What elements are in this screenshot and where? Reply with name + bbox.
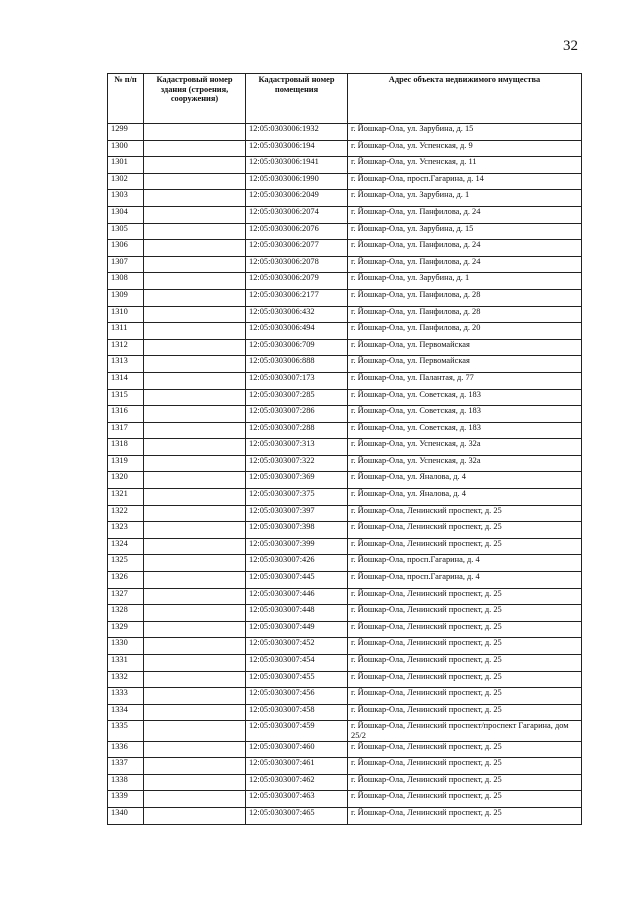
table-row <box>108 372 582 389</box>
cell-building-cadastral <box>144 555 246 572</box>
header-number: № п/п <box>108 74 144 124</box>
table-row <box>108 157 582 174</box>
cell-number: 1312 <box>108 339 144 356</box>
cell-address: г. Йошкар-Ола, ул. Успенская, д. 32а <box>348 455 582 472</box>
cell-building-cadastral <box>144 671 246 688</box>
cell-room-cadastral: 12:05:0303007:398 <box>246 522 348 539</box>
table-row <box>108 455 582 472</box>
table-row <box>108 223 582 240</box>
cell-number: 1325 <box>108 555 144 572</box>
cell-address: г. Йошкар-Ола, ул. Яналова, д. 4 <box>348 489 582 506</box>
table-row <box>108 741 582 758</box>
cell-number: 1322 <box>108 505 144 522</box>
cell-address: г. Йошкар-Ола, Ленинский проспект, д. 25 <box>348 522 582 539</box>
cell-address: г. Йошкар-Ола, Ленинский проспект/проспект Гагарина, дом 25/2 <box>348 721 582 741</box>
table-row <box>108 406 582 423</box>
cell-address: г. Йошкар-Ола, ул. Советская, д. 183 <box>348 422 582 439</box>
table-row <box>108 389 582 406</box>
cell-building-cadastral <box>144 538 246 555</box>
cell-room-cadastral: 12:05:0303007:459 <box>246 721 348 741</box>
cell-address: г. Йошкар-Ола, ул. Панфилова, д. 24 <box>348 256 582 273</box>
table-row <box>108 323 582 340</box>
cell-room-cadastral: 12:05:0303007:375 <box>246 489 348 506</box>
cell-number: 1333 <box>108 688 144 705</box>
cell-building-cadastral <box>144 655 246 672</box>
table-row <box>108 688 582 705</box>
table-row <box>108 522 582 539</box>
table-row <box>108 422 582 439</box>
cell-building-cadastral <box>144 455 246 472</box>
cell-room-cadastral: 12:05:0303006:494 <box>246 323 348 340</box>
cell-room-cadastral: 12:05:0303007:449 <box>246 621 348 638</box>
table-row <box>108 356 582 373</box>
table-row <box>108 605 582 622</box>
cell-room-cadastral: 12:05:0303007:285 <box>246 389 348 406</box>
cell-building-cadastral <box>144 190 246 207</box>
cell-address: г. Йошкар-Ола, ул. Зарубина, д. 1 <box>348 273 582 290</box>
cell-address: г. Йошкар-Ола, просп.Гагарина, д. 14 <box>348 173 582 190</box>
cell-address: г. Йошкар-Ола, ул. Зарубина, д. 15 <box>348 223 582 240</box>
cell-address: г. Йошкар-Ола, ул. Успенская, д. 9 <box>348 140 582 157</box>
cell-address: г. Йошкар-Ола, Ленинский проспект, д. 25 <box>348 505 582 522</box>
cell-building-cadastral <box>144 489 246 506</box>
cell-room-cadastral: 12:05:0303007:454 <box>246 655 348 672</box>
cell-room-cadastral: 12:05:0303007:456 <box>246 688 348 705</box>
table-row <box>108 704 582 721</box>
header-building-cadastral: Кадастровый номер здания (строения, сооружения) <box>144 74 246 124</box>
cell-number: 1335 <box>108 721 144 741</box>
cell-building-cadastral <box>144 240 246 257</box>
cell-room-cadastral: 12:05:0303007:462 <box>246 774 348 791</box>
cell-address: г. Йошкар-Ола, ул. Успенская, д. 32а <box>348 439 582 456</box>
cell-building-cadastral <box>144 774 246 791</box>
cell-address: г. Йошкар-Ола, Ленинский проспект, д. 25 <box>348 638 582 655</box>
cell-number: 1299 <box>108 124 144 141</box>
cell-address: г. Йошкар-Ола, Ленинский проспект, д. 25 <box>348 688 582 705</box>
cell-building-cadastral <box>144 323 246 340</box>
table-row <box>108 588 582 605</box>
table-row <box>108 638 582 655</box>
cell-number: 1303 <box>108 190 144 207</box>
cell-number: 1301 <box>108 157 144 174</box>
cell-address: г. Йошкар-Ола, ул. Первомайская <box>348 356 582 373</box>
cell-building-cadastral <box>144 157 246 174</box>
table-row <box>108 173 582 190</box>
cell-number: 1320 <box>108 472 144 489</box>
cell-number: 1309 <box>108 289 144 306</box>
cell-number: 1324 <box>108 538 144 555</box>
table-row <box>108 621 582 638</box>
cell-building-cadastral <box>144 791 246 808</box>
cell-room-cadastral: 12:05:0303007:460 <box>246 741 348 758</box>
table-row <box>108 124 582 141</box>
cell-building-cadastral <box>144 124 246 141</box>
table-row <box>108 807 582 824</box>
cell-room-cadastral: 12:05:0303007:369 <box>246 472 348 489</box>
cell-address: г. Йошкар-Ола, ул. Первомайская <box>348 339 582 356</box>
cell-building-cadastral <box>144 605 246 622</box>
cell-room-cadastral: 12:05:0303007:445 <box>246 572 348 589</box>
cell-number: 1314 <box>108 372 144 389</box>
cell-building-cadastral <box>144 522 246 539</box>
table-row <box>108 721 582 741</box>
table-row <box>108 505 582 522</box>
cell-address: г. Йошкар-Ола, Ленинский проспект, д. 25 <box>348 671 582 688</box>
table-row <box>108 439 582 456</box>
cell-room-cadastral: 12:05:0303007:286 <box>246 406 348 423</box>
table-row <box>108 758 582 775</box>
cell-building-cadastral <box>144 372 246 389</box>
table-row <box>108 190 582 207</box>
cell-building-cadastral <box>144 422 246 439</box>
cell-building-cadastral <box>144 406 246 423</box>
cell-number: 1308 <box>108 273 144 290</box>
cell-address: г. Йошкар-Ола, ул. Панфилова, д. 20 <box>348 323 582 340</box>
table-row <box>108 339 582 356</box>
cell-number: 1304 <box>108 206 144 223</box>
table-row <box>108 774 582 791</box>
table-row <box>108 256 582 273</box>
registry-table <box>107 73 582 825</box>
cell-building-cadastral <box>144 721 246 741</box>
table-row <box>108 489 582 506</box>
cell-address: г. Йошкар-Ола, Ленинский проспект, д. 25 <box>348 605 582 622</box>
cell-number: 1316 <box>108 406 144 423</box>
cell-building-cadastral <box>144 306 246 323</box>
table-row <box>108 289 582 306</box>
cell-room-cadastral: 12:05:0303007:426 <box>246 555 348 572</box>
cell-number: 1318 <box>108 439 144 456</box>
cell-room-cadastral: 12:05:0303007:458 <box>246 704 348 721</box>
cell-building-cadastral <box>144 807 246 824</box>
cell-number: 1334 <box>108 704 144 721</box>
cell-number: 1300 <box>108 140 144 157</box>
cell-room-cadastral: 12:05:0303007:446 <box>246 588 348 605</box>
cell-building-cadastral <box>144 505 246 522</box>
table-row <box>108 273 582 290</box>
table-header-row <box>108 74 582 124</box>
cell-number: 1311 <box>108 323 144 340</box>
cell-building-cadastral <box>144 273 246 290</box>
cell-address: г. Йошкар-Ола, ул. Панфилова, д. 24 <box>348 206 582 223</box>
cell-room-cadastral: 12:05:0303006:888 <box>246 356 348 373</box>
cell-number: 1302 <box>108 173 144 190</box>
page-number: 32 <box>563 38 578 54</box>
cell-building-cadastral <box>144 758 246 775</box>
cell-number: 1323 <box>108 522 144 539</box>
cell-room-cadastral: 12:05:0303006:2049 <box>246 190 348 207</box>
cell-address: г. Йошкар-Ола, ул. Зарубина, д. 1 <box>348 190 582 207</box>
table-row <box>108 572 582 589</box>
cell-room-cadastral: 12:05:0303006:432 <box>246 306 348 323</box>
cell-room-cadastral: 12:05:0303006:194 <box>246 140 348 157</box>
cell-address: г. Йошкар-Ола, Ленинский проспект, д. 25 <box>348 704 582 721</box>
cell-building-cadastral <box>144 223 246 240</box>
cell-address: г. Йошкар-Ола, Ленинский проспект, д. 25 <box>348 758 582 775</box>
table-row <box>108 791 582 808</box>
cell-number: 1327 <box>108 588 144 605</box>
cell-address: г. Йошкар-Ола, Ленинский проспект, д. 25 <box>348 655 582 672</box>
cell-room-cadastral: 12:05:0303007:399 <box>246 538 348 555</box>
cell-room-cadastral: 12:05:0303007:448 <box>246 605 348 622</box>
cell-room-cadastral: 12:05:0303007:465 <box>246 807 348 824</box>
cell-address: г. Йошкар-Ола, ул. Успенская, д. 11 <box>348 157 582 174</box>
cell-room-cadastral: 12:05:0303007:288 <box>246 422 348 439</box>
cell-building-cadastral <box>144 206 246 223</box>
cell-building-cadastral <box>144 439 246 456</box>
cell-number: 1339 <box>108 791 144 808</box>
cell-building-cadastral <box>144 173 246 190</box>
cell-address: г. Йошкар-Ола, Ленинский проспект, д. 25 <box>348 588 582 605</box>
cell-address: г. Йошкар-Ола, Ленинский проспект, д. 25 <box>348 807 582 824</box>
table-row <box>108 538 582 555</box>
cell-number: 1329 <box>108 621 144 638</box>
cell-number: 1313 <box>108 356 144 373</box>
cell-address: г. Йошкар-Ола, ул. Панфилова, д. 28 <box>348 289 582 306</box>
cell-address: г. Йошкар-Ола, просп.Гагарина, д. 4 <box>348 572 582 589</box>
cell-address: г. Йошкар-Ола, ул. Советская, д. 183 <box>348 389 582 406</box>
cell-address: г. Йошкар-Ола, просп.Гагарина, д. 4 <box>348 555 582 572</box>
cell-room-cadastral: 12:05:0303007:397 <box>246 505 348 522</box>
cell-number: 1310 <box>108 306 144 323</box>
cell-room-cadastral: 12:05:0303007:322 <box>246 455 348 472</box>
cell-number: 1315 <box>108 389 144 406</box>
table-row <box>108 240 582 257</box>
cell-number: 1305 <box>108 223 144 240</box>
cell-address: г. Йошкар-Ола, ул. Зарубина, д. 15 <box>348 124 582 141</box>
cell-room-cadastral: 12:05:0303007:313 <box>246 439 348 456</box>
cell-building-cadastral <box>144 140 246 157</box>
cell-building-cadastral <box>144 704 246 721</box>
table-row <box>108 472 582 489</box>
cell-building-cadastral <box>144 621 246 638</box>
cell-room-cadastral: 12:05:0303006:2078 <box>246 256 348 273</box>
cell-room-cadastral: 12:05:0303006:2074 <box>246 206 348 223</box>
cell-number: 1337 <box>108 758 144 775</box>
cell-number: 1321 <box>108 489 144 506</box>
cell-building-cadastral <box>144 572 246 589</box>
table-row <box>108 206 582 223</box>
cell-number: 1330 <box>108 638 144 655</box>
cell-building-cadastral <box>144 472 246 489</box>
cell-room-cadastral: 12:05:0303006:709 <box>246 339 348 356</box>
cell-number: 1319 <box>108 455 144 472</box>
table-row <box>108 655 582 672</box>
table-row <box>108 306 582 323</box>
table-row <box>108 671 582 688</box>
cell-room-cadastral: 12:05:0303006:1932 <box>246 124 348 141</box>
cell-number: 1332 <box>108 671 144 688</box>
cell-number: 1307 <box>108 256 144 273</box>
cell-address: г. Йошкар-Ола, ул. Советская, д. 183 <box>348 406 582 423</box>
cell-building-cadastral <box>144 638 246 655</box>
cell-number: 1336 <box>108 741 144 758</box>
cell-building-cadastral <box>144 588 246 605</box>
cell-building-cadastral <box>144 289 246 306</box>
cell-number: 1306 <box>108 240 144 257</box>
cell-number: 1326 <box>108 572 144 589</box>
cell-room-cadastral: 12:05:0303007:461 <box>246 758 348 775</box>
cell-address: г. Йошкар-Ола, Ленинский проспект, д. 25 <box>348 774 582 791</box>
cell-address: г. Йошкар-Ола, ул. Панфилова, д. 28 <box>348 306 582 323</box>
cell-room-cadastral: 12:05:0303006:2079 <box>246 273 348 290</box>
header-room-cadastral: Кадастровый номер помещения <box>246 74 348 124</box>
cell-room-cadastral: 12:05:0303006:1990 <box>246 173 348 190</box>
cell-building-cadastral <box>144 741 246 758</box>
cell-room-cadastral: 12:05:0303006:2076 <box>246 223 348 240</box>
cell-address: г. Йошкар-Ола, ул. Панфилова, д. 24 <box>348 240 582 257</box>
header-address: Адрес объекта недвижимого имущества <box>348 74 582 124</box>
cell-number: 1331 <box>108 655 144 672</box>
cell-room-cadastral: 12:05:0303006:2077 <box>246 240 348 257</box>
cell-room-cadastral: 12:05:0303006:2177 <box>246 289 348 306</box>
table-row <box>108 555 582 572</box>
cell-address: г. Йошкар-Ола, Ленинский проспект, д. 25 <box>348 538 582 555</box>
cell-building-cadastral <box>144 389 246 406</box>
cell-number: 1340 <box>108 807 144 824</box>
cell-room-cadastral: 12:05:0303007:173 <box>246 372 348 389</box>
cell-building-cadastral <box>144 339 246 356</box>
cell-number: 1328 <box>108 605 144 622</box>
cell-address: г. Йошкар-Ола, Ленинский проспект, д. 25 <box>348 791 582 808</box>
cell-room-cadastral: 12:05:0303007:455 <box>246 671 348 688</box>
cell-room-cadastral: 12:05:0303007:452 <box>246 638 348 655</box>
cell-address: г. Йошкар-Ола, ул. Палантая, д. 77 <box>348 372 582 389</box>
cell-room-cadastral: 12:05:0303007:463 <box>246 791 348 808</box>
cell-address: г. Йошкар-Ола, Ленинский проспект, д. 25 <box>348 741 582 758</box>
table-row <box>108 140 582 157</box>
cell-building-cadastral <box>144 688 246 705</box>
cell-address: г. Йошкар-Ола, Ленинский проспект, д. 25 <box>348 621 582 638</box>
cell-number: 1338 <box>108 774 144 791</box>
cell-room-cadastral: 12:05:0303006:1941 <box>246 157 348 174</box>
cell-number: 1317 <box>108 422 144 439</box>
cell-building-cadastral <box>144 356 246 373</box>
cell-address: г. Йошкар-Ола, ул. Яналова, д. 4 <box>348 472 582 489</box>
cell-building-cadastral <box>144 256 246 273</box>
